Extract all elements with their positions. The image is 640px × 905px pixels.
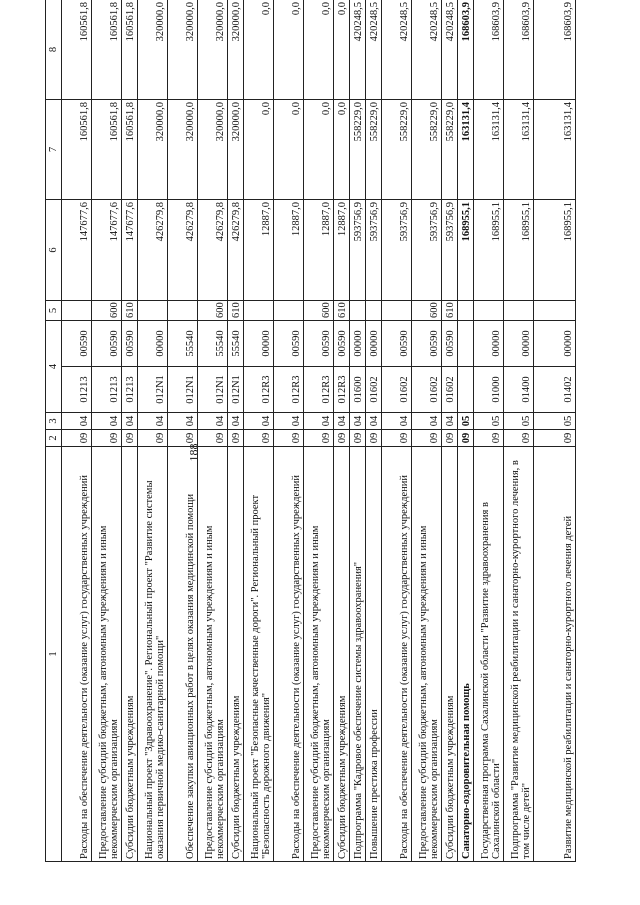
expense-type-cell — [350, 301, 366, 321]
section-code-cell: 04 — [274, 413, 304, 430]
amount-col6-cell: 168955,1 — [474, 200, 504, 301]
target-code-part2-cell: 00590 — [92, 321, 122, 367]
amount-col8-cell: 420248,5 — [366, 0, 382, 100]
target-code-part2-cell: 00590 — [122, 321, 138, 367]
expense-type-cell — [274, 301, 304, 321]
target-code-part1-cell: 01000 — [474, 367, 504, 413]
table-row — [334, 0, 350, 862]
table-row — [138, 0, 168, 862]
section-code-cell: 04 — [122, 413, 138, 430]
target-code-part2-cell: 00590 — [304, 321, 334, 367]
row-name-cell: Предоставление субсидий бюджетным, автономным учреждениям и иным некоммерческим организациям — [304, 447, 334, 862]
target-code-part1-cell: 01602 — [442, 367, 458, 413]
target-code-part2-cell: 00590 — [442, 321, 458, 367]
target-code-part1-cell: 01213 — [62, 367, 92, 413]
ministry-code-cell: 09 — [198, 430, 228, 447]
amount-col8-cell: 420248,5 — [442, 0, 458, 100]
ministry-code-cell: 09 — [382, 430, 412, 447]
amount-col7-cell: 163131,4 — [474, 100, 504, 200]
amount-col8-cell: 320000,0 — [138, 0, 168, 100]
ministry-code-cell: 09 — [304, 430, 334, 447]
ministry-code-cell: 09 — [366, 430, 382, 447]
ministry-code-cell: 09 — [62, 430, 92, 447]
amount-col6-cell: 426279,8 — [138, 200, 168, 301]
target-code-part2-cell: 00000 — [350, 321, 366, 367]
table-row — [534, 0, 576, 862]
header-cell: 2 — [46, 430, 62, 447]
table-row — [274, 0, 304, 862]
section-code-cell: 04 — [92, 413, 122, 430]
amount-col7-cell: 320000,0 — [228, 100, 244, 200]
target-code-part1-cell: 012R3 — [334, 367, 350, 413]
table-row — [458, 0, 474, 862]
amount-col7-cell: 320000,0 — [138, 100, 168, 200]
expense-type-cell — [138, 301, 168, 321]
amount-col6-cell: 147677,6 — [92, 200, 122, 301]
amount-col8-cell: 168603,9 — [534, 0, 576, 100]
section-code-cell: 04 — [442, 413, 458, 430]
section-code-cell: 04 — [168, 413, 198, 430]
amount-col6-cell: 147677,6 — [62, 200, 92, 301]
amount-col8-cell: 160561,8 — [62, 0, 92, 100]
target-code-part1-cell: 012N1 — [228, 367, 244, 413]
ministry-code-cell: 09 — [534, 430, 576, 447]
section-code-cell: 05 — [458, 413, 474, 430]
section-code-cell: 04 — [334, 413, 350, 430]
expense-type-cell: 600 — [198, 301, 228, 321]
ministry-code-cell: 09 — [228, 430, 244, 447]
amount-col8-cell: 0,0 — [304, 0, 334, 100]
section-code-cell: 04 — [304, 413, 334, 430]
target-code-part1-cell: 012R3 — [304, 367, 334, 413]
header-cell: 5 — [46, 301, 62, 321]
amount-col8-cell: 160561,8 — [92, 0, 122, 100]
target-code-part2-cell: 00000 — [244, 321, 274, 367]
ministry-code-cell: 09 — [334, 430, 350, 447]
expense-type-cell: 600 — [92, 301, 122, 321]
amount-col8-cell: 420248,5 — [382, 0, 412, 100]
section-code-cell: 04 — [244, 413, 274, 430]
ministry-code-cell: 09 — [138, 430, 168, 447]
amount-col7-cell: 558229,0 — [366, 100, 382, 200]
ministry-code-cell: 09 — [504, 430, 534, 447]
target-code-part2-cell: 00000 — [138, 321, 168, 367]
amount-col7-cell: 160561,8 — [122, 100, 138, 200]
amount-col8-cell: 420248,5 — [412, 0, 442, 100]
ministry-code-cell: 09 — [442, 430, 458, 447]
row-name-cell: Расходы на обеспечение деятельности (оказание услуг) государственных учреждений — [62, 447, 92, 862]
header-cell: 6 — [46, 200, 62, 301]
row-name-cell: Подпрограмма "Кадровое обеспечение системы здравоохранения" — [350, 447, 366, 862]
row-name-cell: Государственная программа Сахалинской области "Развитие здравоохранения в Сахалинской области" — [474, 447, 504, 862]
expense-type-cell: 610 — [442, 301, 458, 321]
table-row — [412, 0, 442, 862]
amount-col6-cell: 168955,1 — [458, 200, 474, 301]
expense-type-cell: 600 — [412, 301, 442, 321]
amount-col7-cell: 320000,0 — [198, 100, 228, 200]
ministry-code-cell: 09 — [244, 430, 274, 447]
amount-col6-cell: 593756,9 — [442, 200, 458, 301]
amount-col6-cell: 426279,8 — [168, 200, 198, 301]
ministry-code-cell: 09 — [168, 430, 198, 447]
table-row — [92, 0, 122, 862]
section-code-cell: 04 — [382, 413, 412, 430]
amount-col8-cell: 320000,0 — [168, 0, 198, 100]
expense-type-cell — [168, 301, 198, 321]
row-name-cell: Предоставление субсидий бюджетным, автономным учреждениям и иным некоммерческим организациям — [412, 447, 442, 862]
amount-col8-cell: 160561,8 — [122, 0, 138, 100]
expense-type-cell: 610 — [122, 301, 138, 321]
amount-col8-cell: 320000,0 — [198, 0, 228, 100]
target-code-part2-cell: 00590 — [382, 321, 412, 367]
target-code-part2-cell: 00590 — [62, 321, 92, 367]
target-code-part1-cell: 01600 — [350, 367, 366, 413]
table-row — [198, 0, 228, 862]
table-row — [228, 0, 244, 862]
amount-col6-cell: 12887,0 — [274, 200, 304, 301]
amount-col7-cell: 0,0 — [274, 100, 304, 200]
amount-col6-cell: 426279,8 — [228, 200, 244, 301]
target-code-part1-cell — [458, 367, 474, 413]
row-name-cell: Предоставление субсидий бюджетным, автономным учреждениям и иным некоммерческим организациям — [92, 447, 122, 862]
target-code-part2-cell: 00000 — [534, 321, 576, 367]
expense-type-cell — [62, 301, 92, 321]
ministry-code-cell: 09 — [350, 430, 366, 447]
row-name-cell: Предоставление субсидий бюджетным, автономным учреждениям и иным некоммерческим организациям — [198, 447, 228, 862]
row-name-cell: Субсидии бюджетным учреждениям — [122, 447, 138, 862]
table-row — [244, 0, 274, 862]
amount-col6-cell: 593756,9 — [412, 200, 442, 301]
amount-col8-cell: 420248,5 — [350, 0, 366, 100]
amount-col6-cell: 168955,1 — [504, 200, 534, 301]
header-row — [46, 0, 62, 862]
expense-type-cell — [382, 301, 412, 321]
target-code-part2-cell: 55540 — [168, 321, 198, 367]
amount-col7-cell: 320000,0 — [168, 100, 198, 200]
table-body — [62, 0, 576, 862]
header-cell: 4 — [46, 321, 62, 413]
target-code-part1-cell: 01602 — [412, 367, 442, 413]
amount-col7-cell: 558229,0 — [382, 100, 412, 200]
row-name-cell: Санаторно-оздоровительная помощь — [458, 447, 474, 862]
amount-col8-cell: 0,0 — [274, 0, 304, 100]
target-code-part2-cell: 00590 — [334, 321, 350, 367]
rotated-page — [45, 0, 607, 862]
amount-col6-cell: 12887,0 — [334, 200, 350, 301]
target-code-part1-cell: 01213 — [122, 367, 138, 413]
ministry-code-cell: 09 — [274, 430, 304, 447]
target-code-part1-cell: 01602 — [382, 367, 412, 413]
header-cell: 8 — [46, 0, 62, 100]
section-code-cell: 05 — [474, 413, 504, 430]
table-row — [304, 0, 334, 862]
amount-col7-cell: 163131,4 — [458, 100, 474, 200]
expense-type-cell — [504, 301, 534, 321]
amount-col8-cell: 0,0 — [334, 0, 350, 100]
amount-col8-cell: 320000,0 — [228, 0, 244, 100]
expense-type-cell — [474, 301, 504, 321]
table-row — [122, 0, 138, 862]
target-code-part2-cell — [458, 321, 474, 367]
row-name-cell: Расходы на обеспечение деятельности (оказание услуг) государственных учреждений — [382, 447, 412, 862]
row-name-cell: Субсидии бюджетным учреждениям — [228, 447, 244, 862]
header-cell: 1 — [46, 447, 62, 862]
row-name-cell: Обеспечение закупки авиационных работ в целях оказания медицинской помощи — [168, 447, 198, 862]
section-code-cell: 05 — [534, 413, 576, 430]
section-code-cell: 04 — [350, 413, 366, 430]
ministry-code-cell: 09 — [92, 430, 122, 447]
section-code-cell: 04 — [138, 413, 168, 430]
amount-col7-cell: 0,0 — [244, 100, 274, 200]
target-code-part1-cell: 01402 — [534, 367, 576, 413]
amount-col7-cell: 558229,0 — [350, 100, 366, 200]
table-row — [474, 0, 504, 862]
ministry-code-cell: 09 — [412, 430, 442, 447]
target-code-part1-cell: 012R3 — [244, 367, 274, 413]
amount-col8-cell: 168603,9 — [458, 0, 474, 100]
table-row — [504, 0, 534, 862]
amount-col8-cell: 168603,9 — [474, 0, 504, 100]
ministry-code-cell: 09 — [122, 430, 138, 447]
section-code-cell: 04 — [228, 413, 244, 430]
amount-col7-cell: 558229,0 — [442, 100, 458, 200]
amount-col6-cell: 168955,1 — [534, 200, 576, 301]
section-code-cell: 04 — [198, 413, 228, 430]
table-row — [168, 0, 198, 862]
target-code-part2-cell: 00590 — [274, 321, 304, 367]
amount-col6-cell: 426279,8 — [198, 200, 228, 301]
table-row — [366, 0, 382, 862]
target-code-part1-cell: 012N1 — [138, 367, 168, 413]
table-row — [382, 0, 412, 862]
amount-col7-cell: 0,0 — [334, 100, 350, 200]
target-code-part2-cell: 55540 — [228, 321, 244, 367]
section-code-cell: 04 — [62, 413, 92, 430]
page-number: 188 — [186, 443, 201, 462]
section-code-cell: 04 — [366, 413, 382, 430]
amount-col7-cell: 558229,0 — [412, 100, 442, 200]
table-row — [350, 0, 366, 862]
target-code-part1-cell: 012N1 — [168, 367, 198, 413]
expense-type-cell: 610 — [334, 301, 350, 321]
amount-col7-cell: 163131,4 — [534, 100, 576, 200]
budget-table — [45, 0, 576, 862]
ministry-code-cell: 09 — [474, 430, 504, 447]
target-code-part2-cell: 55540 — [198, 321, 228, 367]
amount-col6-cell: 147677,6 — [122, 200, 138, 301]
target-code-part1-cell: 012N1 — [198, 367, 228, 413]
section-code-cell: 05 — [504, 413, 534, 430]
amount-col6-cell: 593756,9 — [350, 200, 366, 301]
expense-type-cell — [458, 301, 474, 321]
row-name-cell: Национальный проект "Безопасные качественные дороги". Региональный проект "Безопасность дорожного движения" — [244, 447, 274, 862]
ministry-code-cell: 09 — [458, 430, 474, 447]
expense-type-cell — [244, 301, 274, 321]
section-code-cell: 04 — [412, 413, 442, 430]
expense-type-cell: 600 — [304, 301, 334, 321]
target-code-part2-cell: 00000 — [366, 321, 382, 367]
row-name-cell: Национальный проект "Здравоохранение". Региональный проект "Развитие системы оказания первичной медико-санитарной помощи" — [138, 447, 168, 862]
amount-col8-cell: 0,0 — [244, 0, 274, 100]
row-name-cell: Субсидии бюджетным учреждениям — [334, 447, 350, 862]
amount-col6-cell: 12887,0 — [244, 200, 274, 301]
amount-col7-cell: 160561,8 — [62, 100, 92, 200]
target-code-part1-cell: 01400 — [504, 367, 534, 413]
row-name-cell: Субсидии бюджетным учреждениям — [442, 447, 458, 862]
amount-col7-cell: 0,0 — [304, 100, 334, 200]
amount-col7-cell: 160561,8 — [92, 100, 122, 200]
amount-col6-cell: 593756,9 — [382, 200, 412, 301]
expense-type-cell: 610 — [228, 301, 244, 321]
target-code-part1-cell: 01213 — [92, 367, 122, 413]
amount-col6-cell: 593756,9 — [366, 200, 382, 301]
amount-col7-cell: 163131,4 — [504, 100, 534, 200]
amount-col8-cell: 168603,9 — [504, 0, 534, 100]
target-code-part1-cell: 012R3 — [274, 367, 304, 413]
row-name-cell: Подпрограмма "Развитие медицинской реабилитации и санаторно-курортного лечения, в том числе детей" — [504, 447, 534, 862]
row-name-cell: Повышение престижа профессии — [366, 447, 382, 862]
row-name-cell: Расходы на обеспечение деятельности (оказание услуг) государственных учреждений — [274, 447, 304, 862]
header-cell: 3 — [46, 413, 62, 430]
target-code-part1-cell: 01602 — [366, 367, 382, 413]
target-code-part2-cell: 00000 — [504, 321, 534, 367]
row-name-cell: Развитие медицинской реабилитации и санаторно-курортного лечения детей — [534, 447, 576, 862]
table-row — [442, 0, 458, 862]
target-code-part2-cell: 00590 — [412, 321, 442, 367]
expense-type-cell — [534, 301, 576, 321]
header-cell: 7 — [46, 100, 62, 200]
table-row — [62, 0, 92, 862]
target-code-part2-cell: 00000 — [474, 321, 504, 367]
expense-type-cell — [366, 301, 382, 321]
amount-col6-cell: 12887,0 — [304, 200, 334, 301]
